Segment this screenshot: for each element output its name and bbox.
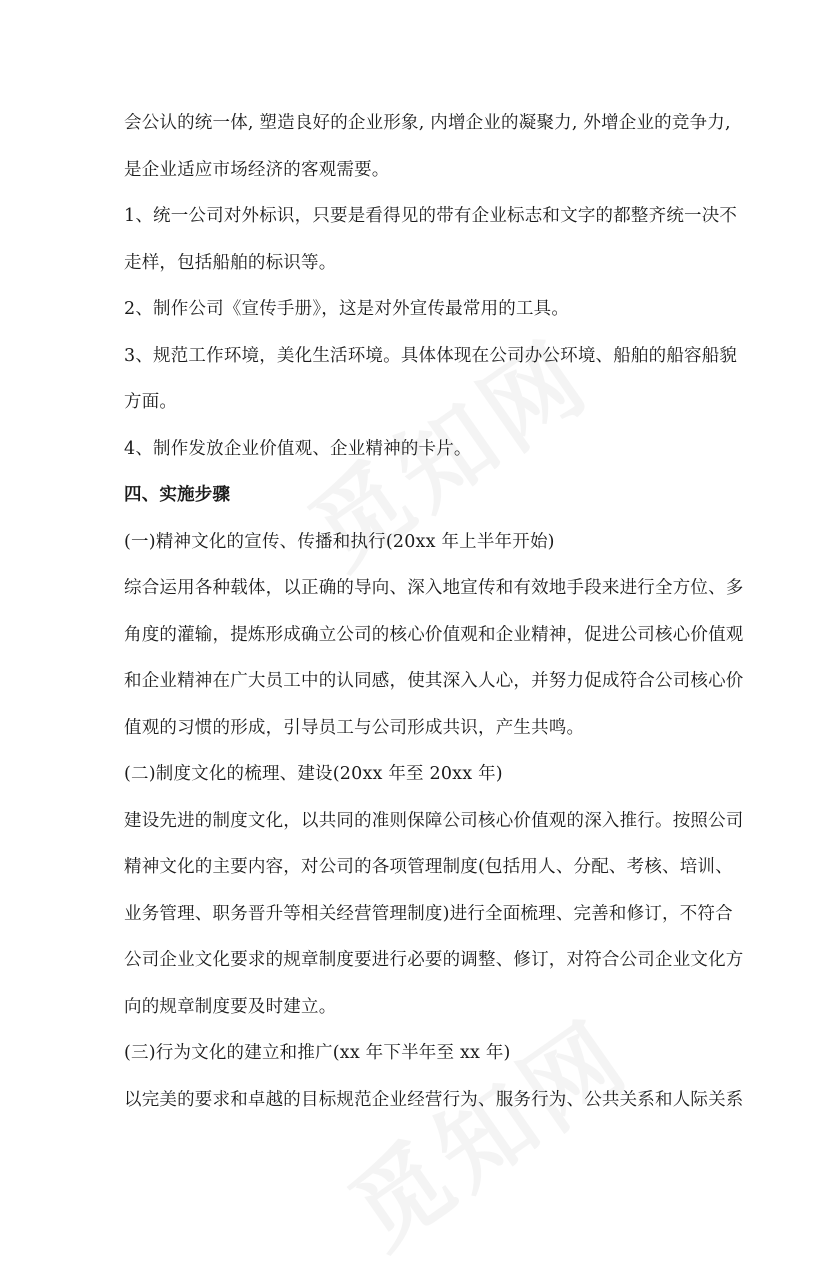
list-item: 2、制作公司《宣传手册》，这是对外宣传最常用的工具。: [124, 299, 570, 319]
paragraph-line: 公司企业文化要求的规章制度要进行必要的调整、修订，对符合公司企业文化方: [124, 950, 744, 970]
paragraph-line: 会公认的统一体, 塑造良好的企业形象, 内增企业的凝聚力, 外增企业的竞争力,: [124, 113, 731, 133]
paragraph-line: 建设先进的制度文化，以共同的准则保障公司核心价值观的深入推行。按照公司: [124, 810, 744, 831]
list-item: 3、规范工作环境，美化生活环境。具体体现在公司办公环境、船舶的船容船貌: [124, 345, 738, 366]
paragraph-line: 综合运用各种载体，以正确的导向、深入地宣传和有效地手段来进行全方位、多: [124, 578, 744, 598]
paragraph-line: 值观的习惯的形成，引导员工与公司形成共识，产生共鸣。: [124, 717, 585, 738]
list-item: 4、制作发放企业价值观、企业精神的卡片。: [124, 438, 472, 459]
subsection-heading: (二)制度文化的梳理、建设(20xx 年至 20xx 年): [124, 764, 503, 784]
subsection-heading: (一)精神文化的宣传、传播和执行(20xx 年上半年开始): [124, 531, 555, 552]
paragraph-line: 业务管理、职务晋升等相关经营管理制度)进行全面梳理、完善和修订，不符合: [124, 903, 733, 924]
paragraph-line: 是企业适应市场经济的客观需要。: [124, 159, 390, 180]
subsection-heading: (三)行为文化的建立和推广(xx 年下半年至 xx 年): [124, 1043, 511, 1063]
list-item: 方面。: [124, 392, 178, 412]
section-heading: 四、实施步骤: [124, 485, 231, 505]
paragraph-line: 精神文化的主要内容，对公司的各项管理制度(包括用人、分配、考核、培训、: [124, 857, 733, 877]
paragraph-line: 角度的灌输，提炼形成确立公司的核心价值观和企业精神，促进公司核心价值观: [124, 624, 744, 645]
document-body: [124, 100, 744, 1123]
paragraph-line: 和企业精神在广大员工中的认同感，使其深入人心，并努力促成符合公司核心价: [124, 671, 744, 691]
list-item: 走样，包括船舶的标识等。: [124, 252, 337, 273]
paragraph-line: 向的规章制度要及时建立。: [124, 996, 337, 1017]
list-item: 1、统一公司对外标识，只要是看得见的带有企业标志和文字的都整齐统一决不: [124, 206, 738, 226]
paragraph-line: 以完美的要求和卓越的目标规范企业经营行为、服务行为、公共关系和人际关系: [124, 1089, 744, 1110]
